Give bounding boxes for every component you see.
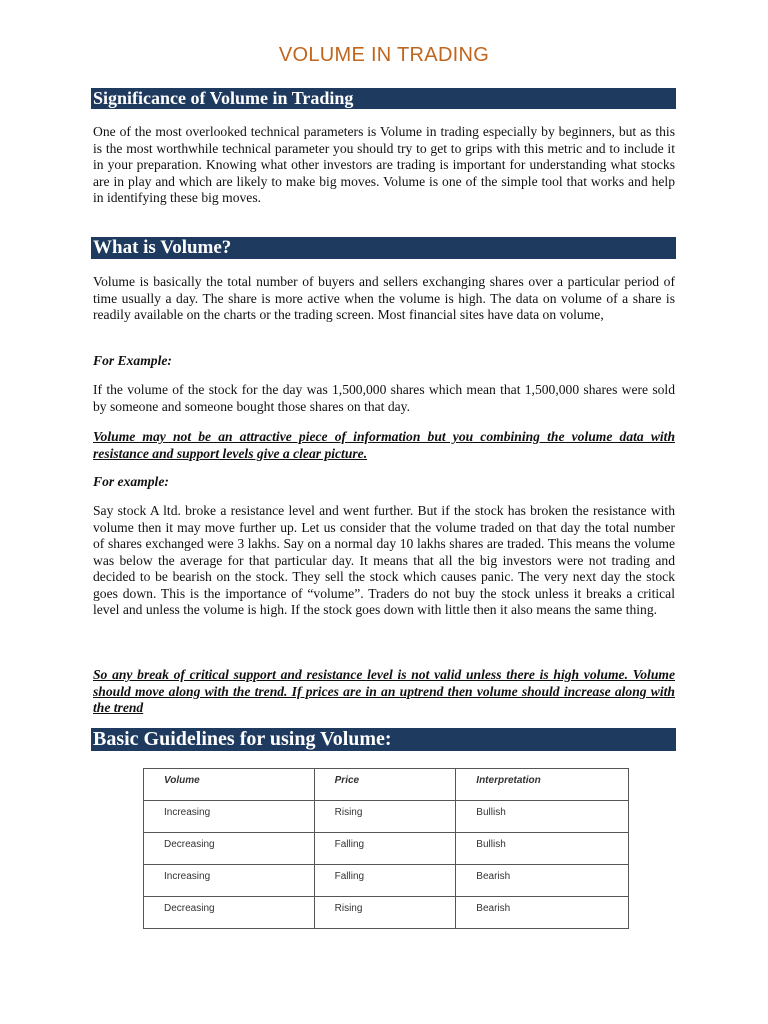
table-cell-interpretation: Bearish <box>456 897 629 929</box>
section-heading-what-is-volume: What is Volume? <box>91 237 676 259</box>
example-paragraph-1: If the volume of the stock for the day was 1,500,000 shares which mean that 1,500,000 shares were sold by someone and someone bought those shares on that day. <box>93 382 675 414</box>
table-cell-price: Falling <box>314 865 456 897</box>
table-cell-price: Rising <box>314 897 456 929</box>
table-cell-price: Falling <box>314 833 456 865</box>
table-cell-price: Rising <box>314 801 456 833</box>
emphasis-note-2: So any break of critical support and resistance level is not valid unless there is high volume. Volume should move along with the trend. If prices are in an uptrend then volume should increase along with the trend <box>93 667 675 715</box>
table-header-row <box>144 769 629 801</box>
table-header-volume: Volume <box>144 769 315 801</box>
table-row <box>144 897 629 929</box>
table-header-interpretation: Interpretation <box>456 769 629 801</box>
table-cell-volume: Decreasing <box>144 833 315 865</box>
what-is-volume-paragraph: Volume is basically the total number of buyers and sellers exchanging shares over a particular period of time usually a day. The share is more active when the volume is high. The data on volume of a share is readily available on the charts or the trading screen. Most financial sites have data on volume, <box>93 274 675 322</box>
table-cell-volume: Increasing <box>144 865 315 897</box>
page-title: VOLUME IN TRADING <box>278 44 490 66</box>
volume-guidelines-table <box>143 768 629 929</box>
table-header-price: Price <box>314 769 456 801</box>
significance-paragraph: One of the most overlooked technical parameters is Volume in trading especially by beginners, but as this is the most worthwhile technical parameter you should try to get to grips with this metric and to include it in your preparation. Knowing what other investors are trading is important for understanding what stocks are in play and which are likely to make big moves. Volume is one of the simple tool that works and help in identifying these big moves. <box>93 124 675 205</box>
example-label-1: For Example: <box>93 353 172 368</box>
table-row <box>144 865 629 897</box>
example-paragraph-2: Say stock A ltd. broke a resistance level and went further. But if the stock has broken the resistance with volume then it may move further up. Let us consider that the volume traded on that day the total number of shares exchanged were 3 lakhs. Say on a normal day 10 lakhs shares are traded. This means the volume was below the average for that particular day. It means that all the big investors were not trading and decided to be bearish on the stock. They sell the stock which causes panic. The very next day the stock goes down. This is the importance of “volume”. Traders do not buy the stock unless it breaks a critical level and unless the volume is high. If the stock goes down with little then it also means the same thing. <box>93 503 675 617</box>
table-cell-interpretation: Bearish <box>456 865 629 897</box>
table-cell-interpretation: Bullish <box>456 801 629 833</box>
table-cell-volume: Decreasing <box>144 897 315 929</box>
table-cell-interpretation: Bullish <box>456 833 629 865</box>
table-row <box>144 833 629 865</box>
example-label-2: For example: <box>93 474 169 489</box>
emphasis-note-1: Volume may not be an attractive piece of information but you combining the volume data with resistance and support levels give a clear picture. <box>93 429 675 461</box>
table-cell-volume: Increasing <box>144 801 315 833</box>
section-heading-significance: Significance of Volume in Trading <box>91 88 676 109</box>
section-heading-guidelines: Basic Guidelines for using Volume: <box>91 728 676 751</box>
table-row <box>144 801 629 833</box>
